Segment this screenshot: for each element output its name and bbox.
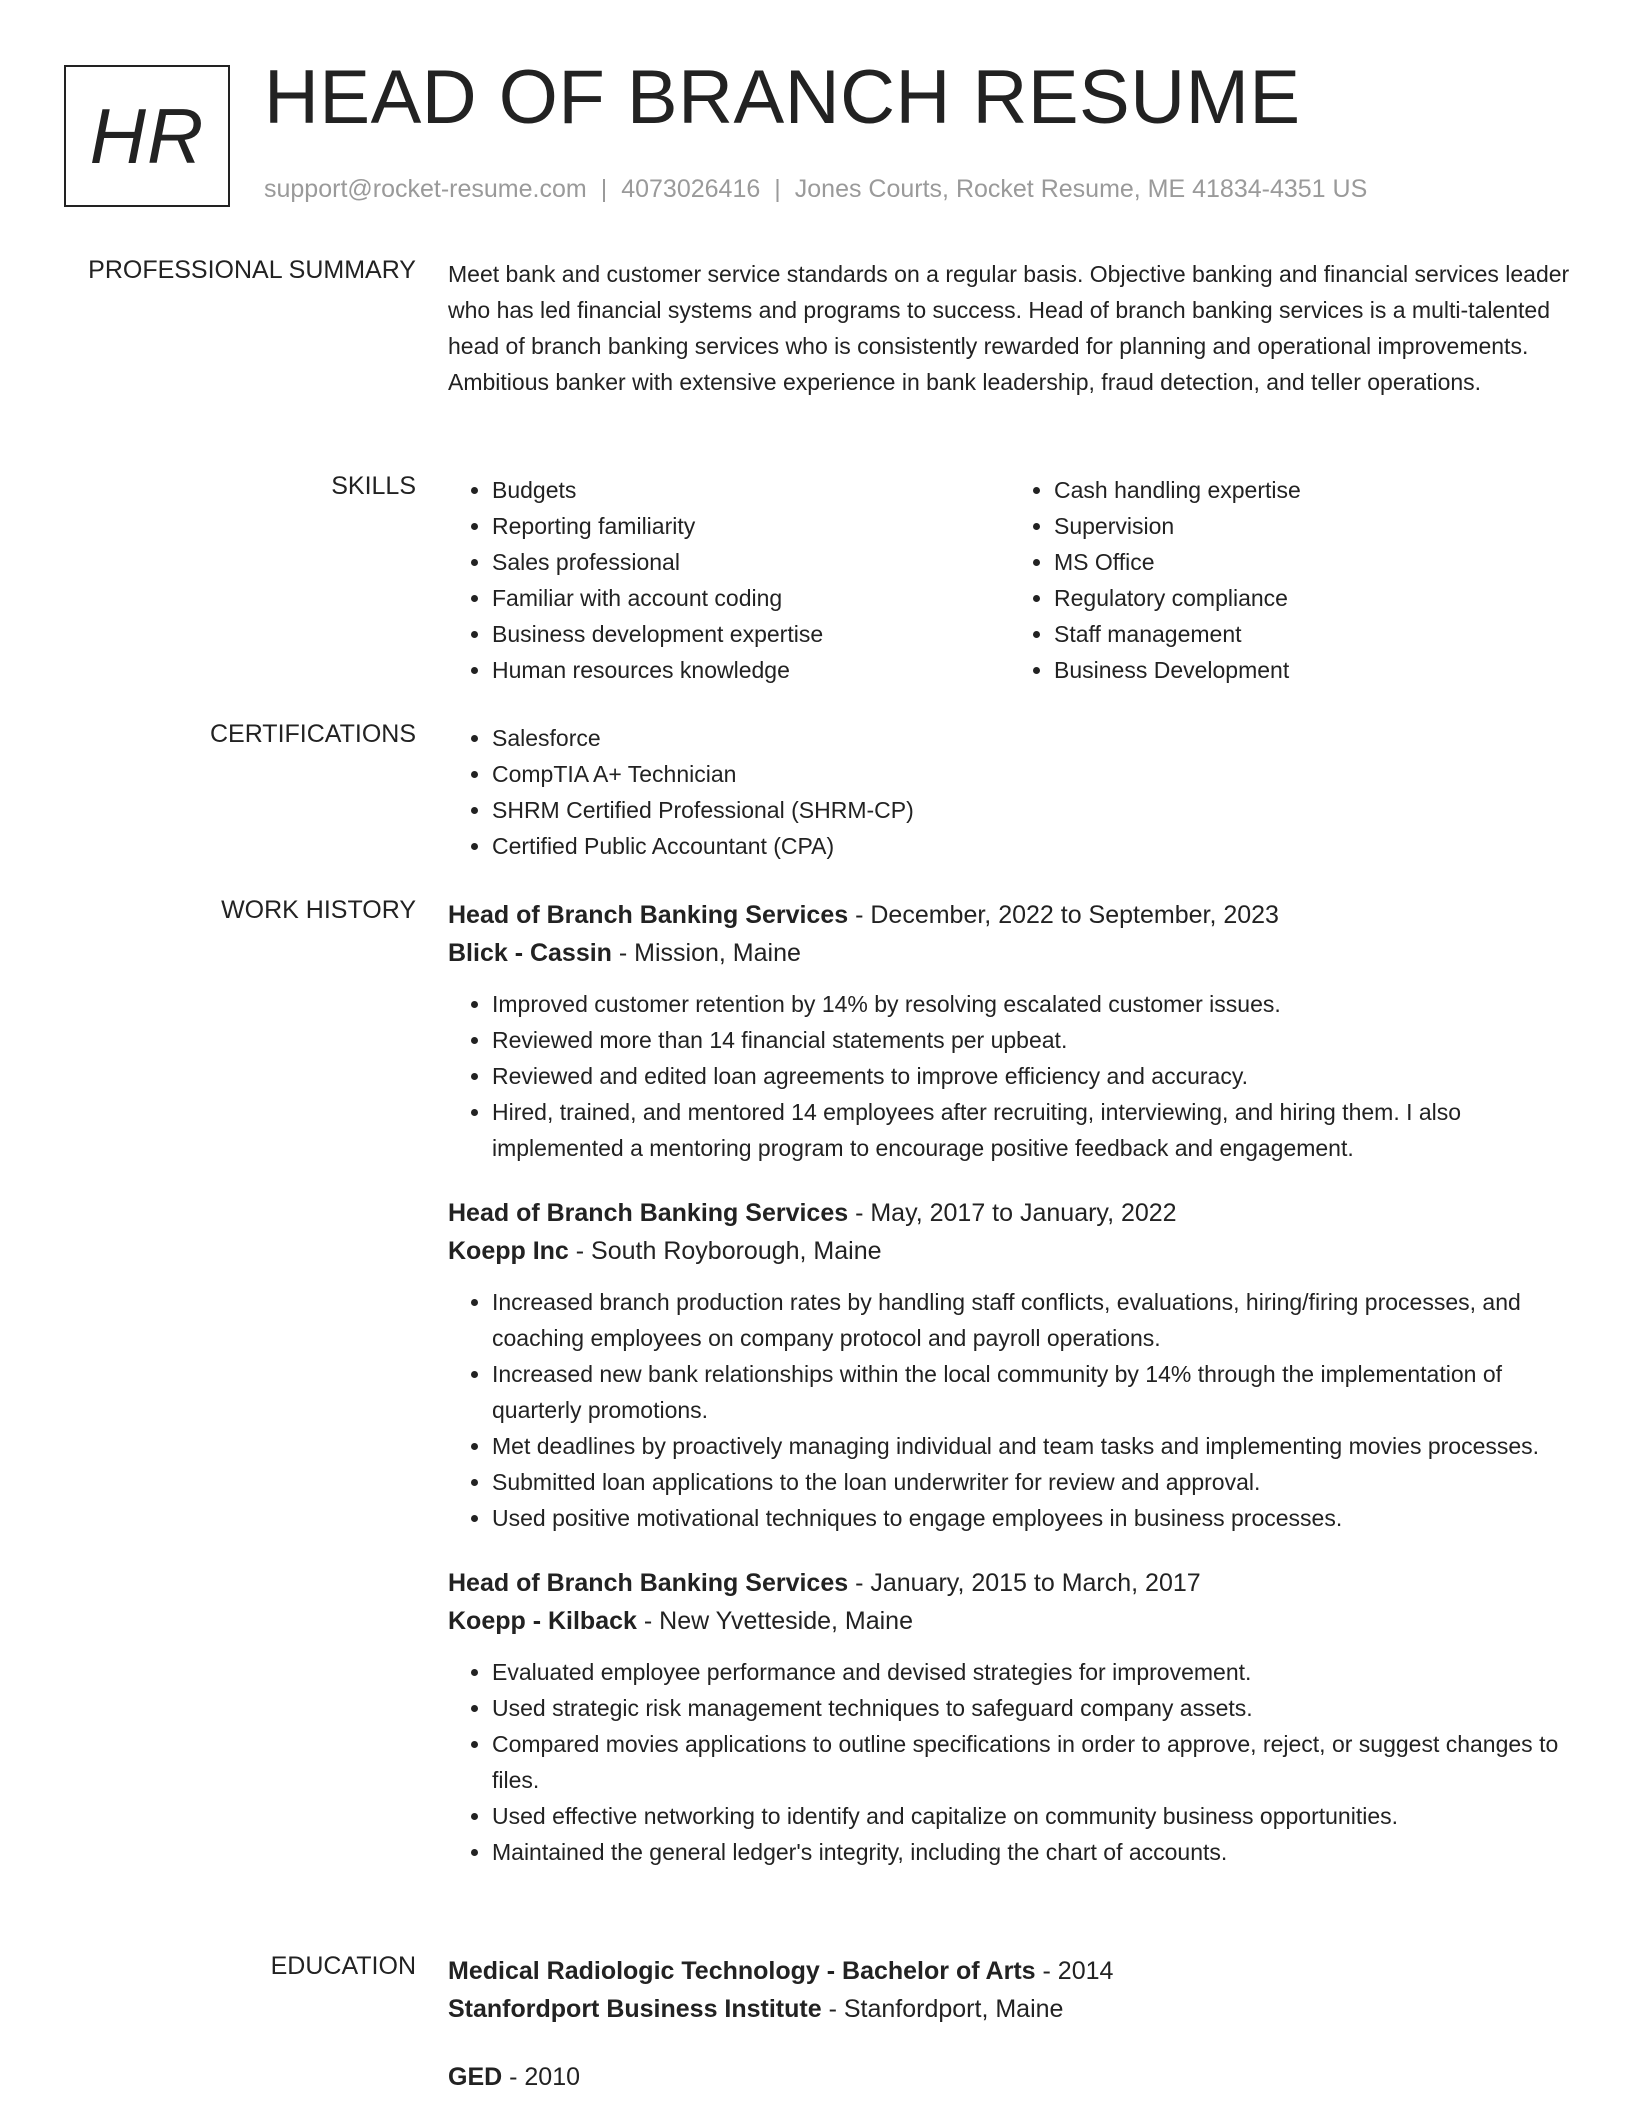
skill-item: • Reporting familiarity xyxy=(492,508,1010,544)
certification-item: • CompTIA A+ Technician xyxy=(492,756,1572,792)
contact-phone[interactable]: 4073026416 xyxy=(621,175,761,203)
contact-line xyxy=(264,175,1367,204)
job-bullet: • Hired, trained, and mentored 14 employees after recruiting, interviewing, and hiring them. I also implemented a mentoring program to encourage positive feedback and engagement. xyxy=(492,1094,1572,1166)
monogram-initials: HR xyxy=(89,91,205,180)
job-bullet: • Evaluated employee performance and devised strategies for improvement. xyxy=(492,1654,1572,1690)
education-year: - 2014 xyxy=(1035,1957,1114,1985)
education-degree: Medical Radiologic Technology - Bachelor of Arts xyxy=(448,1957,1036,1985)
contact-email[interactable]: support@rocket-resume.com xyxy=(264,175,587,203)
job-company: Blick - Cassin xyxy=(448,939,612,967)
job-bullet: • Used positive motivational techniques to engage employees in business processes. xyxy=(492,1500,1572,1536)
job-bullets xyxy=(448,1284,1572,1536)
job-bullet: • Increased new bank relationships within the local community by 14% through the implementation of quarterly promotions. xyxy=(492,1356,1572,1428)
skill-item: • Business development expertise xyxy=(492,616,1010,652)
education-degree-line xyxy=(448,1952,1572,1990)
education-school-line xyxy=(448,1990,1572,2028)
education-entry xyxy=(448,2058,1572,2096)
job-company-line xyxy=(448,1232,1572,1270)
job-bullet: • Maintained the general ledger's integrity, including the chart of accounts. xyxy=(492,1834,1572,1870)
job-bullet: • Improved customer retention by 14% by resolving escalated customer issues. xyxy=(492,986,1572,1022)
monogram-box xyxy=(64,65,230,207)
job-dates: - December, 2022 to September, 2023 xyxy=(848,901,1279,929)
education-body xyxy=(448,1952,1572,2126)
education-degree-line xyxy=(448,2058,1572,2096)
skill-item: • Cash handling expertise xyxy=(1054,472,1572,508)
certification-item: • Salesforce xyxy=(492,720,1572,756)
job-location: - South Royborough, Maine xyxy=(568,1237,882,1265)
section-label-education: EDUCATION xyxy=(270,1952,416,1980)
job-bullet: • Used effective networking to identify and capitalize on community business opportunities. xyxy=(492,1798,1572,1834)
skills-columns xyxy=(448,472,1572,688)
education-location: - Stanfordport, Maine xyxy=(821,1995,1064,2023)
skills-list-right xyxy=(1010,472,1572,688)
education-degree: GED xyxy=(448,2063,503,2091)
section-label-certifications: CERTIFICATIONS xyxy=(209,720,416,748)
job-location: - New Yvetteside, Maine xyxy=(636,1607,913,1635)
job-title-line xyxy=(448,896,1572,934)
job-bullet: • Met deadlines by proactively managing individual and team tasks and implementing movies processes. xyxy=(492,1428,1572,1464)
skill-item: • Regulatory compliance xyxy=(1054,580,1572,616)
work-body xyxy=(448,896,1572,1898)
skills-list-left xyxy=(448,472,1010,688)
education-year: - 2010 xyxy=(502,2063,581,2091)
job-company-line xyxy=(448,934,1572,972)
education-school: Stanfordport Business Institute xyxy=(448,1995,822,2023)
section-label-summary: PROFESSIONAL SUMMARY xyxy=(88,256,416,284)
job-bullet: • Reviewed more than 14 financial statements per upbeat. xyxy=(492,1022,1572,1058)
job-title-line xyxy=(448,1564,1572,1602)
contact-separator: | xyxy=(600,175,608,203)
job-bullets xyxy=(448,1654,1572,1870)
job-company: Koepp Inc xyxy=(448,1237,569,1265)
job-bullets xyxy=(448,986,1572,1166)
job-dates: - January, 2015 to March, 2017 xyxy=(848,1569,1201,1597)
certifications-body xyxy=(448,720,1572,864)
job-title-line xyxy=(448,1194,1572,1232)
job-entry xyxy=(448,1194,1572,1536)
job-bullet: • Increased branch production rates by handling staff conflicts, evaluations, hiring/firing processes, and coaching employees on company protocol and payroll operations. xyxy=(492,1284,1572,1356)
job-bullet: • Compared movies applications to outline specifications in order to approve, reject, or suggest changes to files. xyxy=(492,1726,1572,1798)
section-label-skills: SKILLS xyxy=(331,472,416,500)
contact-separator: | xyxy=(774,175,781,203)
education-entry xyxy=(448,1952,1572,2028)
skill-item: • Familiar with account coding xyxy=(492,580,1010,616)
job-title: Head of Branch Banking Services xyxy=(448,1199,849,1227)
skill-item: • Staff management xyxy=(1054,616,1572,652)
skill-item: • Human resources knowledge xyxy=(492,652,1010,688)
skill-item: • Business Development xyxy=(1054,652,1572,688)
job-company-line xyxy=(448,1602,1572,1640)
job-dates: - May, 2017 to January, 2022 xyxy=(848,1199,1177,1227)
contact-address: Jones Courts, Rocket Resume, ME 41834-4351 US xyxy=(794,175,1368,203)
skill-item: • Supervision xyxy=(1054,508,1572,544)
skill-item: • Sales professional xyxy=(492,544,1010,580)
job-company: Koepp - Kilback xyxy=(448,1607,637,1635)
certification-item: • Certified Public Accountant (CPA) xyxy=(492,828,1572,864)
certifications-list xyxy=(448,720,1572,864)
job-entry xyxy=(448,896,1572,1166)
job-location: - Mission, Maine xyxy=(611,939,801,967)
job-title: Head of Branch Banking Services xyxy=(448,901,849,929)
resume-title: HEAD OF BRANCH RESUME xyxy=(264,55,1301,140)
job-title: Head of Branch Banking Services xyxy=(448,1569,849,1597)
skill-item: • Budgets xyxy=(492,472,1010,508)
job-bullet: • Submitted loan applications to the loan underwriter for review and approval. xyxy=(492,1464,1572,1500)
skill-item: • MS Office xyxy=(1054,544,1572,580)
section-label-work: WORK HISTORY xyxy=(221,896,416,924)
job-entry xyxy=(448,1564,1572,1870)
job-bullet: • Reviewed and edited loan agreements to improve efficiency and accuracy. xyxy=(492,1058,1572,1094)
summary-text: Meet bank and customer service standards on a regular basis. Objective banking and financial services leader who has led financial systems and programs to success. Head of branch banking services is a multi-talented head of branch banking services who is consistently rewarded for planning and operational improvements. Ambitious banker with extensive experience in bank leadership, fraud detection, and teller operations. xyxy=(448,261,1570,395)
certification-item: • SHRM Certified Professional (SHRM-CP) xyxy=(492,792,1572,828)
job-bullet: • Used strategic risk management techniques to safeguard company assets. xyxy=(492,1690,1572,1726)
